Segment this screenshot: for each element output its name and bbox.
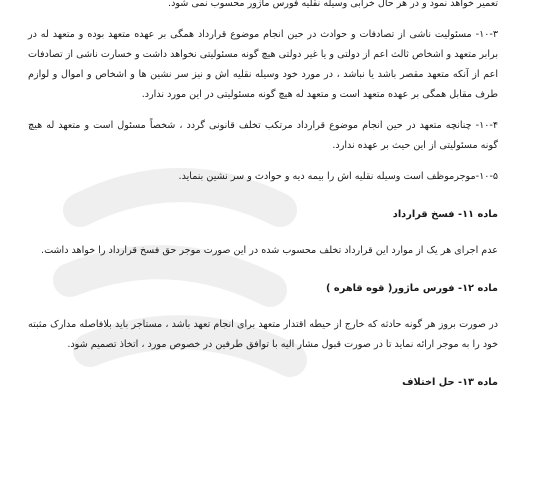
article-13-heading: ماده ۱۳- حل اختلاف bbox=[402, 377, 498, 388]
intro-line: تعمیر خواهد نمود و در هر حال خرابی وسیله نقلیه فورس ماژور محسوب نمی شود. bbox=[168, 0, 498, 9]
document-body bbox=[28, 0, 498, 409]
clause-10-5: ۱۰-۵-موجرموظف است وسیله نقلیه اش را بیمه دیه و حوادث و سر نشین بنماید. bbox=[178, 171, 498, 182]
article-12-heading: ماده ۱۲- فورس ماژور( قوه قاهره ) bbox=[326, 283, 498, 294]
article-12-text: در صورت بروز هر گونه حادثه که خارج از حیطه اقتدار متعهد برای انجام تعهد باشد ، مستاجر باید بلافاصله مدارک مثبته خود را به موجر ارائه نماید تا در صورت قبول مشار الیه با توافق طرفین در خصوص مورد ، اتخاذ تصمیم شود. bbox=[28, 319, 498, 350]
article-11-heading: ماده ۱۱- فسخ قرارداد bbox=[392, 209, 498, 220]
article-11-text: عدم اجرای هر یک از موارد این قرارداد تخلف محسوب شده در این صورت موجر حق فسخ قرارداد را خواهد داشت. bbox=[41, 245, 498, 256]
clause-10-3: ۱۰-۳- مسئولیت ناشی از تصادفات و حوادث در حین انجام موضوع قرارداد همگی بر عهده متعهد بوده و متعهد له در برابر متعهد و اشخاص ثالث اعم از دولتی و یا غیر دولتی هیچ گونه مسئولیتی نخواهد داشت و خسارت ناشی از تصادفات اعم از آنکه متعهد مقصر باشد یا نباشد ، در مورد خود وسیله نقلیه اش و نیز سر نشین ها و اشخاص و اموال و لوازم طرف مقابل همگی بر عهده متعهد است و متعهد له هیچ گونه مسئولیتی در این مورد ندارد. bbox=[28, 29, 498, 100]
clause-10-4: ۱۰-۴- چنانچه متعهد در حین انجام موضوع قرارداد مرتکب تخلف قانونی گردد ، شخصاً مسئول است و متعهد له هیچ گونه مسئولیتی از این حیث بر عهده ندارد. bbox=[28, 120, 498, 151]
